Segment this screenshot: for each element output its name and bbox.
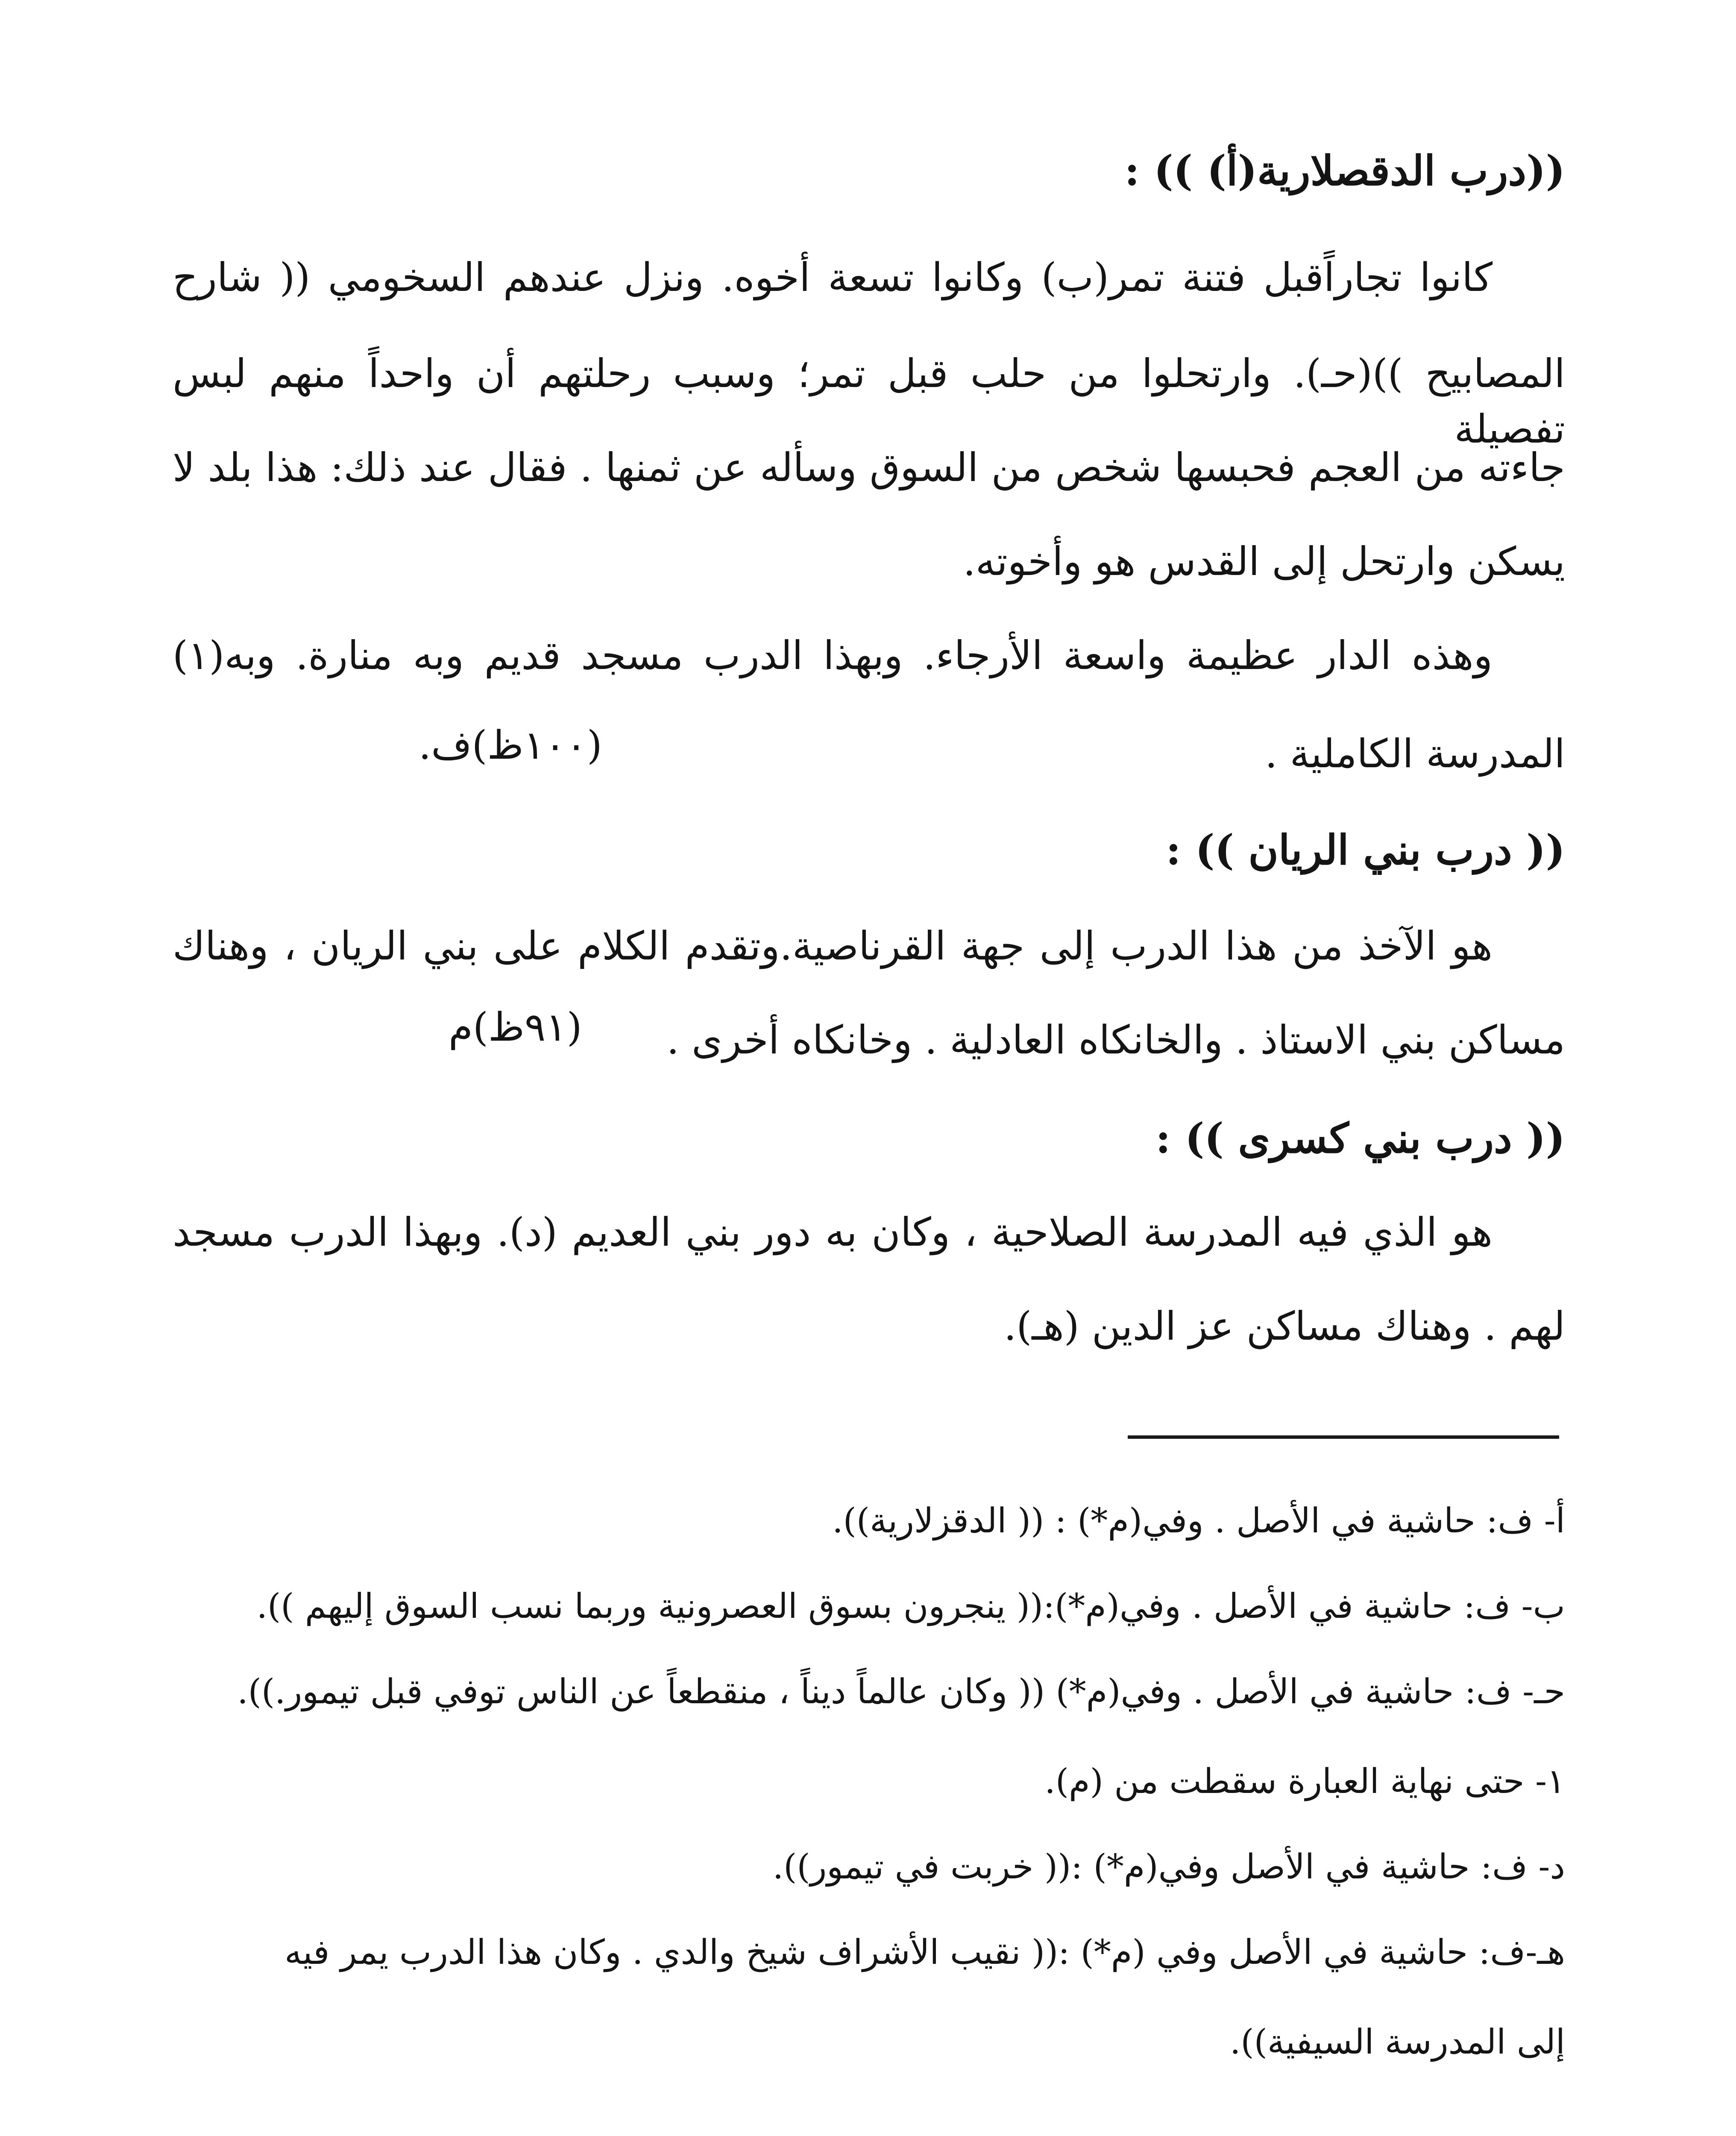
- paragraph-line: المصابيح ))(حـ). وارتحلوا من حلب قبل تمر؛ وسبب رحلتهم أن واحداً منهم لبس تفصيلة: [173, 351, 1565, 452]
- manuscript-folio-reference: (١٠٠ظ)ف.: [419, 722, 602, 768]
- paragraph-line: كانوا تجاراًقبل فتنة تمر(ب) وكانوا تسعة أخوه. ونزل عندهم السخومي (( شارح: [173, 255, 1493, 300]
- section-heading-darb-aldaqsalariya: ((درب الدقصلارية(أ) )) :: [1124, 147, 1565, 195]
- manuscript-folio-reference: (٩١ظ)م: [449, 1004, 582, 1050]
- paragraph-line: يسكن وارتحل إلى القدس هو وأخوته.: [963, 539, 1565, 584]
- footnote: إلى المدرسة السيفية)).: [1230, 2022, 1565, 2062]
- paragraph-line: مساكن بني الاستاذ . والخانكاه العادلية . وخانكاه أخرى .: [666, 1017, 1565, 1063]
- footnote: ب- ف: حاشية في الأصل . وفي(م*):(( ينجرون بسوق العصرونية وربما نسب السوق إليهم )).: [256, 1586, 1565, 1626]
- section-heading-darb-bani-kisra: (( درب بني كسرى )) :: [1155, 1114, 1565, 1162]
- paragraph-line: وهذه الدار عظيمة واسعة الأرجاء. وبهذا الدرب مسجد قديم وبه منارة. وبه(١): [173, 633, 1493, 678]
- paragraph-line: لهم . وهناك مساكن عز الدين (هـ).: [1004, 1303, 1565, 1349]
- footnote: أ- ف: حاشية في الأصل . وفي(م*) : (( الدقزلارية)).: [832, 1501, 1565, 1540]
- paragraph-line: المدرسة الكاملية .: [1265, 731, 1565, 777]
- paragraph-line: جاءته من العجم فحبسها شخص من السوق وسأله عن ثمنها . فقال عند ذلك: هذا بلد لا: [173, 445, 1565, 490]
- footnote-separator: [1128, 1435, 1559, 1439]
- paragraph-line: هو الذي فيه المدرسة الصلاحية ، وكان به دور بني العديم (د). وبهذا الدرب مسجد: [173, 1209, 1493, 1255]
- footnote: هـ-ف: حاشية في الأصل وفي (م*) :(( نقيب الأشراف شيخ والدي . وكان هذا الدرب يمر فيه: [284, 1932, 1565, 1972]
- footnote: حـ- ف: حاشية في الأصل . وفي(م*) (( وكان عالماً ديناً ، منقطعاً عن الناس توفي قبل تيمور.)).: [237, 1672, 1565, 1711]
- footnote: د- ف: حاشية في الأصل وفي(م*) :(( خربت في تيمور)).: [772, 1847, 1565, 1887]
- paragraph-line: هو الآخذ من هذا الدرب إلى جهة القرناصية.وتقدم الكلام على بني الريان ، وهناك: [173, 923, 1493, 969]
- footnote: ١- حتى نهاية العبارة سقطت من (م).: [1044, 1761, 1565, 1801]
- section-heading-darb-bani-alrayyan: (( درب بني الريان )) :: [1166, 826, 1565, 874]
